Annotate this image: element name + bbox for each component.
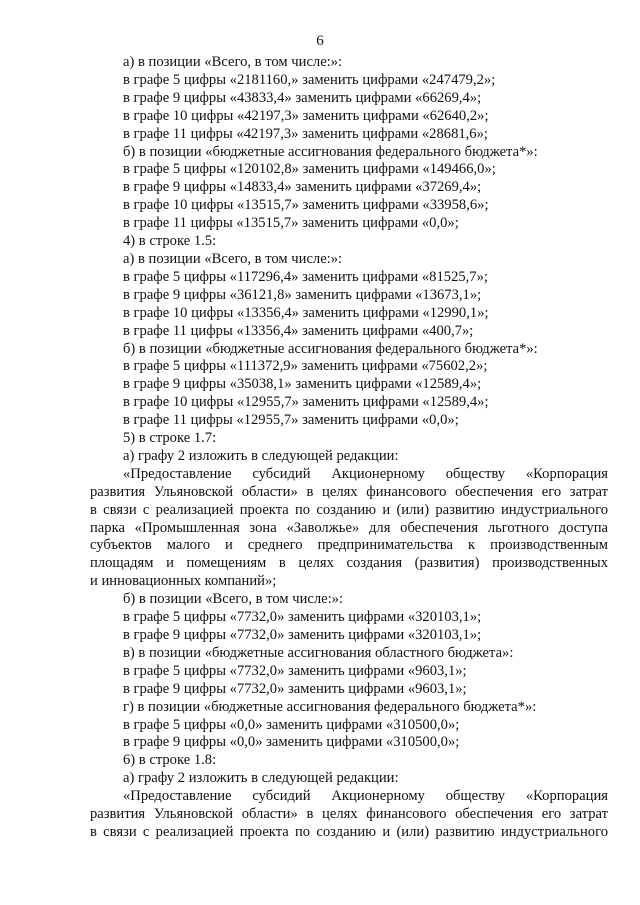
text-line: в графе 5 цифры «111372,9» заменить цифрами «75602,2»; [123, 358, 488, 375]
text-line: в графе 10 цифры «13515,7» заменить цифрами «33958,6»; [123, 197, 489, 214]
text-line: б) в позиции «Всего, в том числе:»: [123, 591, 344, 608]
text-line: в графе 5 цифры «117296,4» заменить цифрами «81525,7»; [123, 268, 488, 285]
text-line: а) графу 2 изложить в следующей редакции: [123, 447, 399, 464]
text-line: а) графу 2 изложить в следующей редакции: [123, 770, 399, 787]
text-line: в графе 5 цифры «7732,0» заменить цифрами «9603,1»; [123, 662, 467, 679]
text-line: в графе 9 цифры «0,0» заменить цифрами «310500,0»; [123, 734, 460, 751]
text-line: в графе 5 цифры «7732,0» заменить цифрами «320103,1»; [123, 609, 482, 626]
text-line: и инновационных компаний»; [90, 573, 277, 590]
text-line: в) в позиции «бюджетные ассигнования областного бюджета»: [123, 644, 514, 661]
page-number: 6 [316, 33, 324, 49]
text-line: г) в позиции «бюджетные ассигнования федерального бюджета*»: [123, 698, 537, 715]
text-line: в связи с реализацией проекта по созданию и (или) развитию индустриального [90, 823, 608, 840]
text-line: в графе 11 цифры «13356,4» заменить цифрами «400,7»; [123, 322, 474, 339]
text-line: в графе 9 цифры «14833,4» заменить цифрами «37269,4»; [123, 179, 482, 196]
text-line: а) в позиции «Всего, в том числе:»: [123, 54, 343, 70]
text-line: «Предоставление субсидий Акционерному обществу «Корпорация [123, 465, 608, 482]
text-line: «Предоставление субсидий Акционерному обществу «Корпорация [123, 788, 608, 805]
text-line: в графе 5 цифры «120102,8» заменить цифрами «149466,0»; [123, 161, 496, 178]
text-line: а) в позиции «Всего, в том числе:»: [123, 250, 343, 267]
text-line: 6) в строке 1.8: [123, 752, 217, 769]
text-line: в графе 9 цифры «7732,0» заменить цифрами «9603,1»; [123, 680, 467, 697]
text-line: в графе 10 цифры «13356,4» заменить цифрами «12990,1»; [123, 304, 489, 321]
text-line: в графе 11 цифры «42197,3» заменить цифрами «28681,6»; [123, 125, 488, 142]
text-line: в графе 10 цифры «42197,3» заменить цифрами «62640,2»; [123, 107, 489, 124]
text-line: парка «Промышленная зона «Заволжье» для обеспечения льготного доступа [90, 519, 608, 536]
text-line: в графе 10 цифры «12955,7» заменить цифрами «12589,4»; [123, 394, 489, 411]
text-line: в связи с реализацией проекта по созданию и (или) развитию индустриального [90, 501, 608, 518]
text-line: развития Ульяновской области» в целях финансового обеспечения его затрат [90, 483, 608, 500]
text-line: в графе 9 цифры «43833,4» заменить цифрами «66269,4»; [123, 89, 482, 106]
text-line: в графе 5 цифры «0,0» заменить цифрами «310500,0»; [123, 716, 460, 733]
text-line: 4) в строке 1.5: [123, 233, 217, 250]
text-line: в графе 5 цифры «2181160,» заменить цифрами «247479,2»; [123, 71, 496, 88]
text-line: 5) в строке 1.7: [123, 430, 217, 447]
text-line: площадям и помещениям в целях создания (развития) производственных [90, 555, 608, 572]
text-line: в графе 11 цифры «12955,7» заменить цифрами «0,0»; [123, 412, 459, 429]
text-line: б) в позиции «бюджетные ассигнования федерального бюджета*»: [123, 143, 538, 160]
text-line: в графе 9 цифры «35038,1» заменить цифрами «12589,4»; [123, 376, 482, 393]
text-line: в графе 11 цифры «13515,7» заменить цифрами «0,0»; [123, 215, 459, 232]
text-line: в графе 9 цифры «36121,8» заменить цифрами «13673,1»; [123, 286, 482, 303]
text-line: субъектов малого и среднего предпринимательства к производственным [90, 537, 608, 554]
document-body [90, 54, 608, 842]
text-line: в графе 9 цифры «7732,0» заменить цифрами «320103,1»; [123, 627, 482, 643]
text-line: б) в позиции «бюджетные ассигнования федерального бюджета*»: [123, 340, 538, 357]
text-line: развития Ульяновской области» в целях финансового обеспечения его затрат [90, 806, 608, 823]
